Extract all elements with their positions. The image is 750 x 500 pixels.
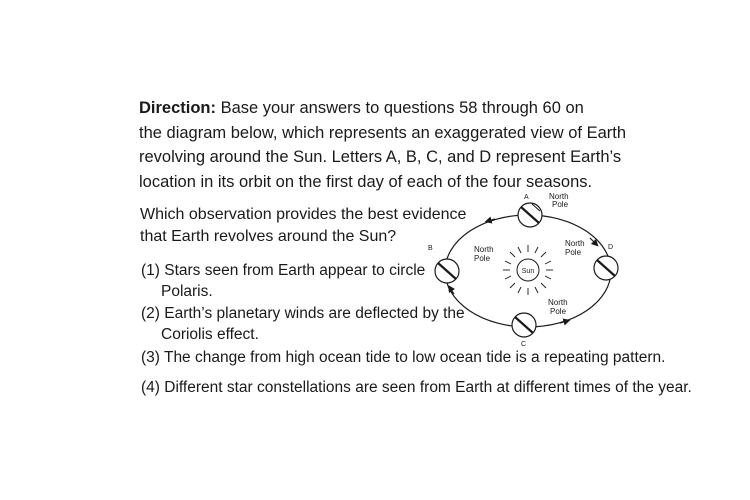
answer-choice-3[interactable] (141, 347, 665, 368)
north-pole-b-line-1: North (474, 245, 494, 254)
position-label-b: B (428, 245, 433, 252)
direction-label: Direction: (139, 99, 217, 117)
question-text (140, 204, 466, 248)
answer-choice-4-text: (4) Different star constellations are seen from Earth at different times of the year. (141, 379, 692, 396)
answer-choice-4[interactable] (141, 377, 692, 398)
direction-line-2: the diagram below, which represents an exaggerated view of Earth (139, 123, 627, 142)
answer-choice-1[interactable] (141, 260, 425, 302)
answer-choice-2-line-2: Coriolis effect. (161, 326, 259, 343)
answer-choice-1-line-2: Polaris. (161, 283, 213, 300)
direction-line-1-text: Base your answers to questions 58 through 60 on (220, 99, 584, 117)
question-line-1: Which observation provides the best evidence (140, 206, 467, 223)
orbit-arrow-right (590, 238, 596, 244)
earth-position-b (435, 259, 459, 283)
position-label-a: A (524, 194, 529, 201)
earth-position-d (594, 256, 618, 280)
earth-orbit-diagram (420, 190, 640, 350)
answer-choice-2[interactable] (141, 303, 465, 345)
direction-line-1 (139, 96, 639, 121)
direction-line-4: location in its orbit on the first day of each of the four seasons. (139, 172, 593, 191)
north-pole-a-line-1: North (549, 192, 569, 201)
question-line-2: that Earth revolves around the Sun? (140, 228, 397, 245)
direction-line-3: revolving around the Sun. Letters A, B, C, and D represent Earth’s (139, 148, 622, 166)
direction-text (139, 96, 639, 194)
answer-choice-2-line-1: (2) Earth’s planetary winds are deflected by the (141, 305, 465, 322)
north-pole-c-line-1: North (548, 298, 568, 307)
answer-choice-1-line-1: (1) Stars seen from Earth appear to circle (141, 262, 426, 279)
earth-position-a (518, 203, 542, 227)
north-pole-d-line-2: Pole (565, 248, 582, 257)
north-pole-a-line-2: Pole (552, 200, 569, 209)
answer-choice-3-text: (3) The change from high ocean tide to low ocean tide is a repeating pattern. (141, 349, 666, 366)
earth-position-c (512, 313, 536, 337)
north-pole-b-line-2: Pole (474, 254, 491, 263)
position-label-c: C (521, 341, 527, 348)
north-pole-d-line-1: North (565, 239, 585, 248)
position-label-d: D (608, 244, 614, 251)
north-pole-c-line-2: Pole (550, 307, 567, 316)
sun-label: Sun (521, 268, 535, 275)
